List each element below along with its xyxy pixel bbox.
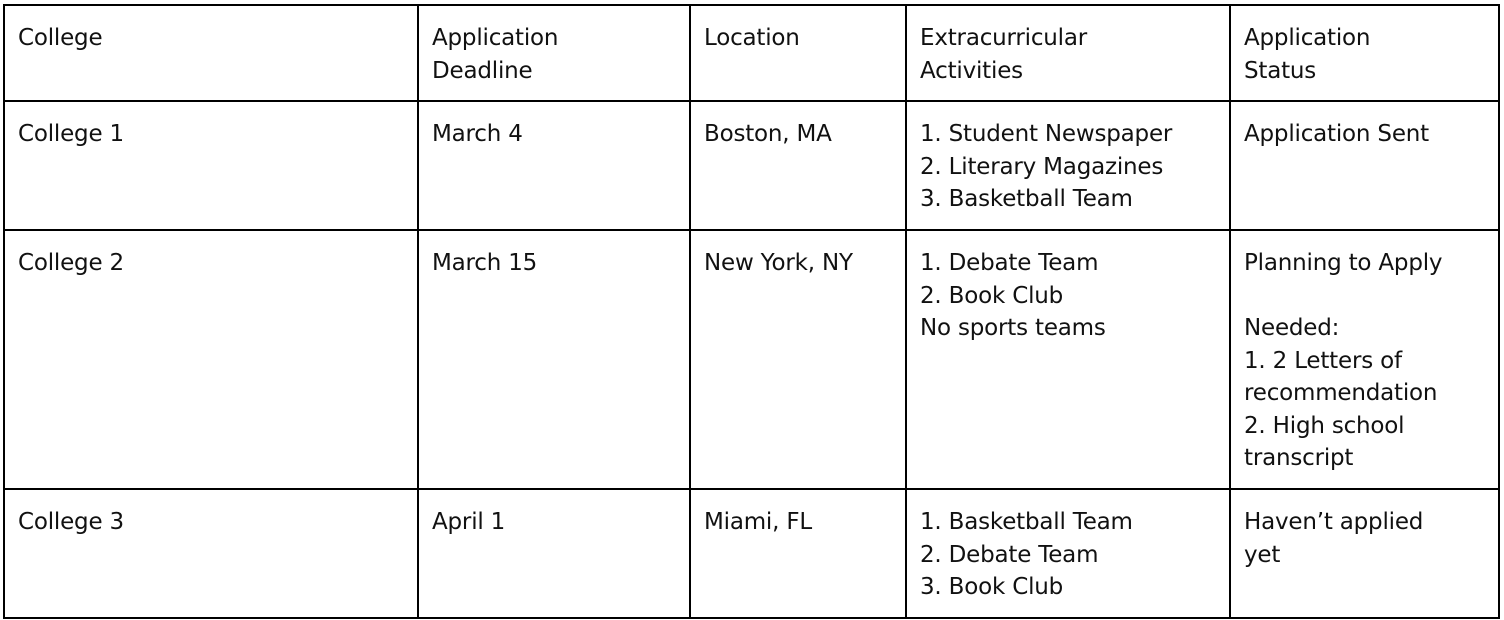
cell-status: Haven’t applied yet xyxy=(1230,489,1499,618)
cell-deadline: April 1 xyxy=(418,489,690,618)
table-row xyxy=(4,101,1499,230)
cell-activities: 1. Student Newspaper 2. Literary Magazines 3. Basketball Team xyxy=(906,101,1230,230)
header-extracurricular-activities: Extracurricular Activities xyxy=(906,5,1230,101)
cell-location: Miami, FL xyxy=(690,489,906,618)
cell-deadline: March 4 xyxy=(418,101,690,230)
header-application-deadline: Application Deadline xyxy=(418,5,690,101)
cell-deadline: March 15 xyxy=(418,230,690,489)
cell-status: Application Sent xyxy=(1230,101,1499,230)
cell-activities: 1. Basketball Team 2. Debate Team 3. Book Club xyxy=(906,489,1230,618)
header-row xyxy=(4,5,1499,101)
header-application-status: Application Status xyxy=(1230,5,1499,101)
table-row xyxy=(4,230,1499,489)
cell-college: College 2 xyxy=(4,230,418,489)
table-row xyxy=(4,489,1499,618)
cell-status: Planning to Apply Needed: 1. 2 Letters of recommendation 2. High school transcript xyxy=(1230,230,1499,489)
cell-location: Boston, MA xyxy=(690,101,906,230)
cell-activities: 1. Debate Team 2. Book Club No sports teams xyxy=(906,230,1230,489)
header-college: College xyxy=(4,5,418,101)
header-location: Location xyxy=(690,5,906,101)
college-application-table xyxy=(3,4,1500,619)
cell-college: College 3 xyxy=(4,489,418,618)
cell-college: College 1 xyxy=(4,101,418,230)
cell-location: New York, NY xyxy=(690,230,906,489)
